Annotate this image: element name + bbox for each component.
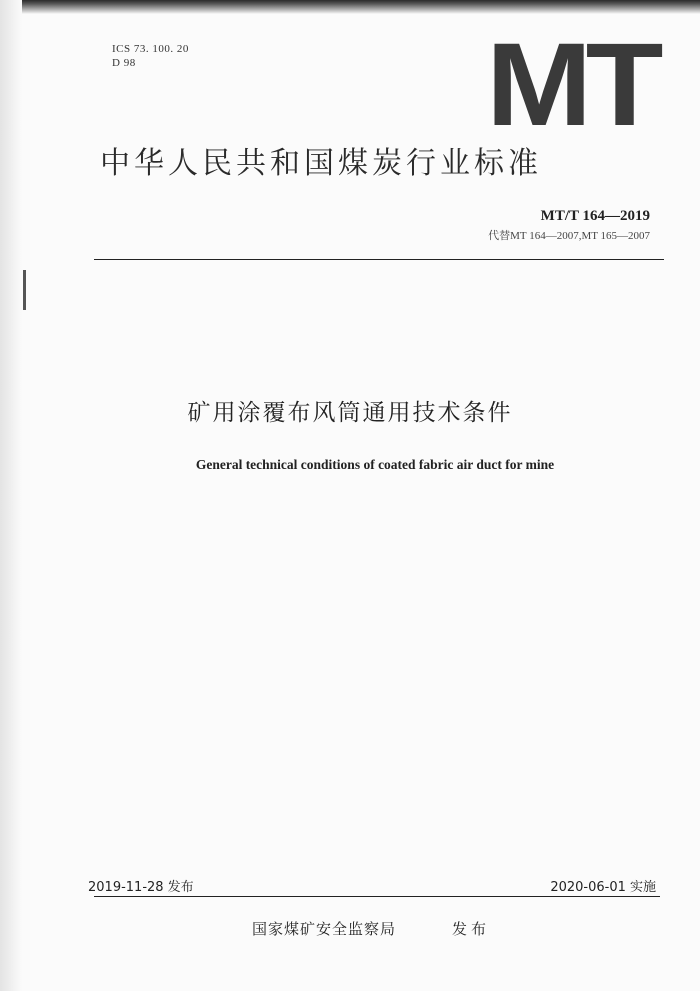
- footer-divider: [94, 896, 660, 897]
- scan-edge-top: [0, 0, 700, 14]
- classification-block: [112, 42, 189, 70]
- mt-logo: MT: [486, 19, 658, 151]
- publish-date: 2019-11-28 发布: [88, 880, 194, 895]
- standard-code: MT/T 164—2019: [540, 208, 650, 224]
- implement-date: 2020-06-01 实施: [550, 880, 656, 895]
- standard-type-title: 中华人民共和国煤炭行业标准: [100, 146, 542, 181]
- scan-mark: [23, 270, 26, 310]
- document-title-en: General technical conditions of coated fabric air duct for mine: [195, 457, 555, 472]
- issue-label: 发布: [452, 920, 491, 938]
- scan-edge-left: [0, 0, 22, 991]
- issuing-authority: 国家煤矿安全监察局: [252, 920, 397, 938]
- document-title-zh: 矿用涂覆布风筒通用技术条件: [187, 400, 513, 426]
- ccs-code: D 98: [112, 57, 136, 69]
- replaces-note: 代替MT 164—2007,MT 165—2007: [488, 230, 650, 242]
- header-divider: [94, 259, 664, 260]
- ics-code: ICS 73. 100. 20: [112, 43, 189, 55]
